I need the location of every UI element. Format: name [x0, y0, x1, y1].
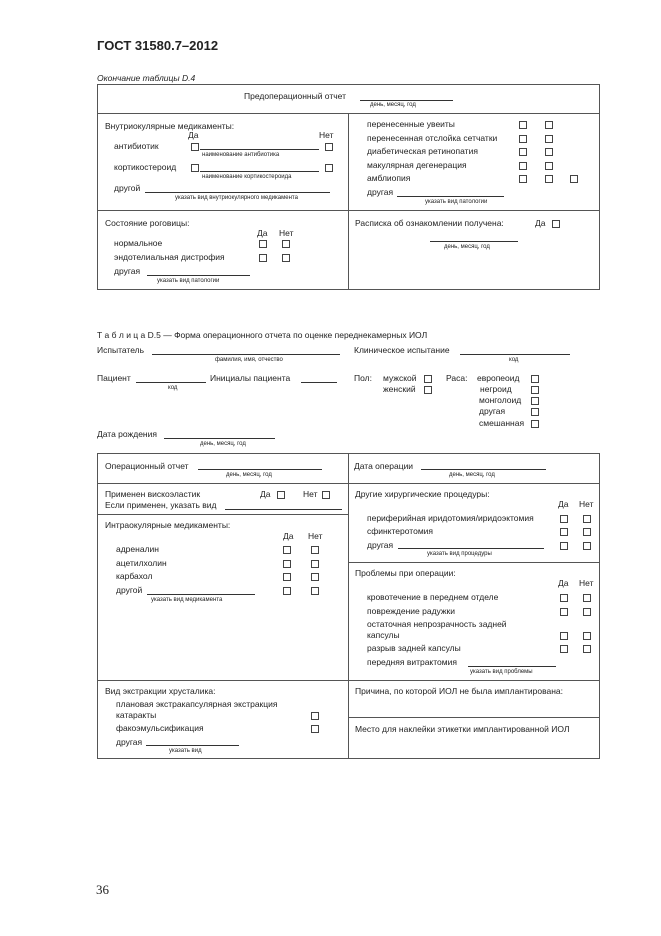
antibiotic-hint: наименование антибиотика [202, 152, 280, 158]
initials-field[interactable] [301, 382, 337, 383]
op-date-label: Дата операции [354, 461, 414, 471]
visco-yes-label: Да [260, 489, 271, 499]
cornea-other-field[interactable] [147, 275, 250, 276]
receipt-date-field[interactable] [430, 241, 518, 242]
op-date-field[interactable] [421, 469, 546, 470]
problem-1-yes-checkbox[interactable] [560, 608, 568, 616]
surg-1-no-checkbox[interactable] [583, 528, 591, 536]
corticosteroid-name-field[interactable] [200, 171, 319, 172]
race-2-checkbox[interactable] [531, 397, 539, 405]
trial-label: Клиническое испытание [354, 345, 450, 355]
male-label: мужской [383, 373, 417, 383]
race-0-label: европеоид [477, 373, 520, 383]
amblyopia-label: амблиопия [367, 173, 411, 183]
tester-field[interactable] [152, 354, 340, 355]
problem-1-no-checkbox[interactable] [583, 608, 591, 616]
problem-2-no-checkbox[interactable] [583, 632, 591, 640]
antibiotic-name-field[interactable] [200, 149, 319, 150]
meds-yes-header: Да [283, 531, 294, 541]
tester-label: Испытатель [97, 345, 145, 355]
reason-label: Причина, по которой ИОЛ не была имплантирована: [355, 686, 564, 696]
med-0-no-checkbox[interactable] [311, 546, 319, 554]
standard-header: ГОСТ 31580.7–2012 [97, 38, 219, 53]
problem-0-label: кровотечение в переднем отделе [367, 592, 499, 602]
surg-1-label: сфинктеротомия [367, 526, 434, 536]
male-checkbox[interactable] [424, 375, 432, 383]
med-2-yes-checkbox[interactable] [283, 573, 291, 581]
other-med-field[interactable] [145, 192, 330, 193]
table-caption: Окончание таблицы D.4 [97, 73, 196, 83]
antibiotic-no-checkbox[interactable] [325, 143, 333, 151]
med-other-hint: указать вид медикамента [151, 597, 223, 603]
op-report-hint: день, месяц, год [226, 472, 272, 478]
dystrophy-no-checkbox[interactable] [282, 254, 290, 262]
retinopathy-yes-checkbox[interactable] [519, 148, 527, 156]
initials-label: Инициалы пациента [210, 373, 291, 383]
receipt-date-hint: день, месяц, год [444, 244, 490, 250]
surg-no-header: Нет [579, 499, 594, 509]
cornea-other-label: другая [114, 266, 141, 276]
uveitis-label: перенесенные увеиты [367, 119, 455, 129]
visco-type-field[interactable] [225, 509, 342, 510]
op-report-label: Операционный отчет [105, 461, 189, 471]
corticosteroid-no-checkbox[interactable] [325, 164, 333, 172]
surg-yes-header: Да [558, 499, 569, 509]
page-number: 36 [96, 882, 109, 897]
race-4-label: смешанная [479, 418, 525, 428]
problem-4-label: разрыв задней капсулы [367, 643, 461, 653]
table-d5-title: Т а б л и ц а D.5 — Форма операционного отчета по оценке переднекамерных ИОЛ [97, 330, 428, 340]
med-0-yes-checkbox[interactable] [283, 546, 291, 554]
problem-5-label: передняя витрактомия [367, 657, 457, 667]
problems-title: Проблемы при операции: [355, 568, 456, 578]
sex-label: Пол: [354, 373, 372, 383]
amblyopia-no-checkbox[interactable] [545, 175, 553, 183]
race-3-checkbox[interactable] [531, 408, 539, 416]
race-label: Раса: [446, 373, 468, 383]
other-pathology-field[interactable] [397, 196, 504, 197]
corticosteroid-hint: наименование кортикостероида [202, 174, 292, 180]
surg-0-label: периферийная иридотомия/иридоэктомия [367, 513, 534, 523]
receipt-yes-label: Да [535, 218, 546, 228]
cornea-no-header: Нет [279, 228, 294, 238]
normal-no-checkbox[interactable] [282, 240, 290, 248]
other-surg-title: Другие хирургические процедуры: [355, 489, 490, 499]
race-2-label: монголоид [479, 395, 522, 405]
extraction-2-label: факоэмульсификация [116, 723, 204, 733]
other-pathology-hint: указать вид патологии [425, 199, 488, 205]
detachment-label: перенесенная отслойка сетчатки [367, 133, 498, 143]
normal-yes-checkbox[interactable] [259, 240, 267, 248]
visco-yes-checkbox[interactable] [277, 491, 285, 499]
other-pathology-label: другая [367, 187, 394, 197]
uveitis-yes-checkbox[interactable] [519, 121, 527, 129]
op-date-hint: день, месяц, год [449, 472, 495, 478]
label-place: Место для наклейки этикетки имплантированной ИОЛ [355, 724, 570, 734]
extraction-0-label: плановая экстракапсулярная экстракция [116, 699, 278, 709]
problem-0-yes-checkbox[interactable] [560, 594, 568, 602]
extraction-other-field[interactable] [146, 745, 239, 746]
extraction-2-checkbox[interactable] [311, 725, 319, 733]
med-other-field[interactable] [147, 594, 255, 595]
op-report-field[interactable] [198, 469, 322, 470]
corticosteroid-label: кортикостероид [114, 162, 177, 172]
problem-2-label: остаточная непрозрачность задней [367, 619, 507, 629]
cornea-yes-header: Да [257, 228, 268, 238]
intraocular-title: Внутриокулярные медикаменты: [105, 121, 235, 131]
no-header: Нет [319, 130, 334, 140]
detachment-no-checkbox[interactable] [545, 135, 553, 143]
surg-other-field[interactable] [398, 548, 544, 549]
macular-yes-checkbox[interactable] [519, 162, 527, 170]
problems-no-header: Нет [579, 578, 594, 588]
birth-hint: день, месяц, год [200, 441, 246, 447]
problems-yes-header: Да [558, 578, 569, 588]
med-0-label: адреналин [116, 544, 159, 554]
extraction-3-label: другая [116, 737, 143, 747]
cornea-title: Состояние роговицы: [105, 218, 190, 228]
extraction-0-checkbox[interactable] [311, 712, 319, 720]
retinopathy-no-checkbox[interactable] [545, 148, 553, 156]
patient-code-hint: код [168, 385, 178, 391]
normal-label: нормальное [114, 238, 163, 248]
extraction-hint: указать вид [169, 748, 202, 754]
other-med-hint: указать вид внутриокулярного медикамента [175, 195, 298, 201]
preop-report-label: Предоперационный отчет [244, 91, 346, 101]
visco-label: Применен вискоэластик [105, 489, 201, 499]
amblyopia-extra-checkbox[interactable] [570, 175, 578, 183]
dystrophy-yes-checkbox[interactable] [259, 254, 267, 262]
birth-label: Дата рождения [97, 429, 157, 439]
amblyopia-yes-checkbox[interactable] [519, 175, 527, 183]
visco-if-label: Если применен, указать вид [105, 500, 217, 510]
med-1-no-checkbox[interactable] [311, 560, 319, 568]
trial-code-hint: код [509, 357, 519, 363]
retinopathy-label: диабетическая ретинопатия [367, 146, 478, 156]
problem-2-yes-checkbox[interactable] [560, 632, 568, 640]
med-3-label: другой [116, 585, 143, 595]
female-checkbox[interactable] [424, 386, 432, 394]
antibiotic-yes-checkbox[interactable] [191, 143, 199, 151]
problem-other-field[interactable] [468, 666, 556, 667]
med-2-no-checkbox[interactable] [311, 573, 319, 581]
preop-report-field[interactable] [360, 100, 453, 101]
problem-4-yes-checkbox[interactable] [560, 645, 568, 653]
surg-2-label: другая [367, 540, 394, 550]
visco-no-label: Нет [303, 489, 318, 499]
female-label: женский [383, 384, 416, 394]
med-3-no-checkbox[interactable] [311, 587, 319, 595]
problems-hint: указать вид проблемы [470, 669, 533, 675]
med-2-label: карбахол [116, 571, 153, 581]
surg-2-no-checkbox[interactable] [583, 542, 591, 550]
extraction-1-label: катаракты [116, 710, 157, 720]
surg-2-yes-checkbox[interactable] [560, 542, 568, 550]
intraocular-meds-title: Интраокулярные медикаменты: [105, 520, 231, 530]
med-1-label: ацетилхолин [116, 558, 167, 568]
macular-no-checkbox[interactable] [545, 162, 553, 170]
patient-label: Пациент [97, 373, 131, 383]
surg-0-yes-checkbox[interactable] [560, 515, 568, 523]
race-1-label: негроид [480, 384, 512, 394]
med-3-yes-checkbox[interactable] [283, 587, 291, 595]
race-3-label: другая [479, 406, 506, 416]
problem-1-label: повреждение радужки [367, 606, 456, 616]
macular-label: макулярная дегенерация [367, 160, 467, 170]
receipt-label: Расписка об ознакомлении получена: [355, 218, 504, 228]
yes-header: Да [188, 130, 199, 140]
problem-4-no-checkbox[interactable] [583, 645, 591, 653]
tester-hint: фамилия, имя, отчество [215, 357, 283, 363]
corticosteroid-yes-checkbox[interactable] [191, 164, 199, 172]
med-1-yes-checkbox[interactable] [283, 560, 291, 568]
antibiotic-label: антибиотик [114, 141, 159, 151]
visco-no-checkbox[interactable] [322, 491, 330, 499]
birth-field[interactable] [164, 438, 275, 439]
preop-date-hint: день, месяц, год [370, 102, 416, 108]
race-0-checkbox[interactable] [531, 375, 539, 383]
surg-1-yes-checkbox[interactable] [560, 528, 568, 536]
race-1-checkbox[interactable] [531, 386, 539, 394]
problem-0-no-checkbox[interactable] [583, 594, 591, 602]
meds-no-header: Нет [308, 531, 323, 541]
uveitis-no-checkbox[interactable] [545, 121, 553, 129]
surg-hint: указать вид процедуры [427, 551, 492, 557]
other-med-label: другой [114, 183, 141, 193]
race-4-checkbox[interactable] [531, 420, 539, 428]
cornea-other-hint: указать вид патологии [157, 278, 220, 284]
trial-field[interactable] [460, 354, 570, 355]
surg-0-no-checkbox[interactable] [583, 515, 591, 523]
extraction-title: Вид экстракции хрусталика: [105, 686, 216, 696]
problem-3-label: капсулы [367, 630, 400, 640]
receipt-yes-checkbox[interactable] [552, 220, 560, 228]
patient-field[interactable] [136, 382, 206, 383]
dystrophy-label: эндотелиальная дистрофия [114, 252, 225, 262]
detachment-yes-checkbox[interactable] [519, 135, 527, 143]
